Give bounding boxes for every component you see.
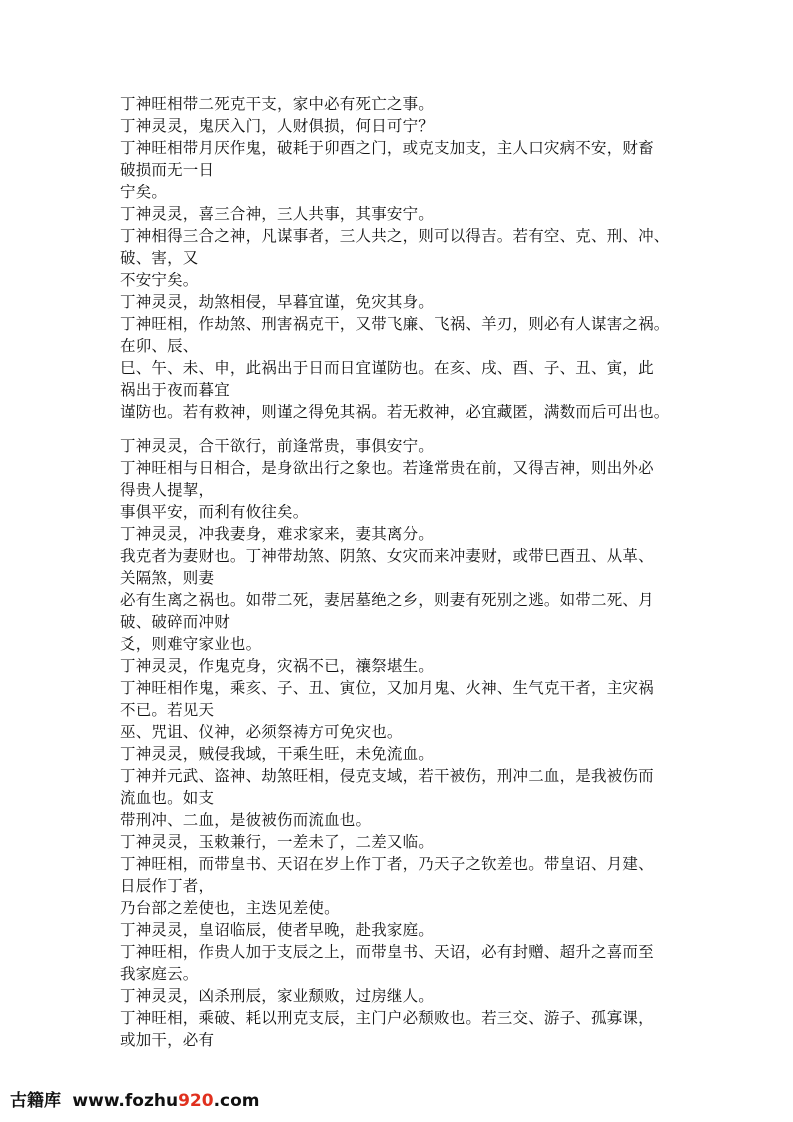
text-line: 关隔煞，则妻	[120, 569, 215, 587]
text-line: 丁神灵灵，合干欲行，前逢常贵，事俱安宁。	[120, 437, 435, 455]
text-line: 丁神灵灵，贼侵我域，干乘生旺，未免流血。	[120, 745, 435, 763]
text-line: 不安宁矣。	[120, 271, 199, 289]
text-line: 丁神旺相带二死克干支，家中必有死亡之事。	[120, 95, 435, 113]
text-line: 流血也。如支	[120, 789, 215, 807]
text-line: 丁神旺相与日相合，是身欲出行之象也。若逢常贵在前，又得吉神，则出外必	[120, 459, 654, 477]
text-line: 破损而无一日	[120, 161, 215, 179]
text-line: 必有生离之祸也。如带二死，妻居墓绝之乡，则妻有死别之逃。如带二死、月	[120, 591, 654, 609]
text-line: 丁神灵灵，凶杀刑辰，家业颓败，过房继人。	[120, 987, 435, 1005]
paragraph-gap	[120, 423, 680, 435]
text-line: 日辰作丁者，	[120, 877, 215, 895]
text-line: 丁神旺相带月厌作鬼，破耗于卯酉之门，或克支加支，主人口灾病不安，财畜	[120, 139, 654, 157]
text-line: 爻，则难守家业也。	[120, 635, 262, 653]
text-line: 丁神旺相，作贵人加于支辰之上，而带皇书、天诏，必有封赠、超升之喜而至	[120, 943, 654, 961]
footer-site-link[interactable]	[72, 1091, 259, 1111]
text-line: 丁神旺相，而带皇书、天诏在岁上作丁者，乃天子之钦差也。带皇诏、月建、	[120, 855, 654, 873]
text-line: 或加干，必有	[120, 1031, 215, 1049]
footer-site-prefix: www.fozhu	[72, 1091, 179, 1111]
text-line: 带刑冲、二血，是彼被伤而流血也。	[120, 811, 372, 829]
text-line: 破、破碎而冲财	[120, 613, 230, 631]
footer-site-number: 920	[178, 1091, 214, 1111]
text-line: 丁神并元武、盗神、劫煞旺相，侵克支域，若干被伤，刑冲二血，是我被伤而	[120, 767, 654, 785]
text-line: 事俱平安，而利有攸往矣。	[120, 503, 309, 521]
text-line: 丁神灵灵，劫煞相侵，早暮宜谨，免灾其身。	[120, 293, 435, 311]
text-line: 得贵人提挈，	[120, 481, 215, 499]
text-line: 丁神相得三合之神，凡谋事者，三人共之，则可以得吉。若有空、克、刑、冲、	[120, 227, 670, 245]
footer-site-suffix: .com	[213, 1091, 260, 1111]
text-line: 宁矣。	[120, 183, 168, 201]
site-footer	[10, 1089, 260, 1113]
text-line: 丁神旺相，乘破、耗以刑克支辰，主门户必颓败也。若三交、游子、孤寡课，	[120, 1009, 654, 1027]
text-line: 谨防也。若有救神，则谨之得免其祸。若无救神，必宜藏匿，满数而后可出也。	[120, 403, 670, 421]
text-line: 乃台部之差使也，主迭见差使。	[120, 899, 340, 917]
text-line: 巳、午、未、申，此祸出于日而日宜谨防也。在亥、戌、酉、子、丑、寅，此	[120, 359, 654, 377]
text-line: 丁神灵灵，鬼厌入门，人财俱损，何日可宁？	[120, 117, 435, 135]
text-line: 丁神旺相作鬼，乘亥、子、丑、寅位，又加月鬼、火神、生气克干者，主灾祸	[120, 679, 654, 697]
text-line: 祸出于夜而暮宜	[120, 381, 230, 399]
footer-brand: 古籍库	[10, 1091, 61, 1111]
text-line: 在卯、辰、	[120, 337, 199, 355]
text-line: 丁神灵灵，冲我妻身，难求家来，妻其离分。	[120, 525, 435, 543]
text-line: 丁神灵灵，玉敕兼行，一差未了，二差又临。	[120, 833, 435, 851]
text-line: 不已。若见天	[120, 701, 215, 719]
text-line: 破、害，又	[120, 249, 199, 267]
text-line: 丁神旺相，作劫煞、刑害祸克干，又带飞廉、飞祸、羊刃，则必有人谋害之祸。	[120, 315, 670, 333]
text-line: 我克者为妻财也。丁神带劫煞、阴煞、女灾而来冲妻财，或带巳酉丑、从革、	[120, 547, 654, 565]
text-line: 丁神灵灵，喜三合神，三人共事，其事安宁。	[120, 205, 435, 223]
document-body	[120, 93, 680, 1051]
text-line: 巫、咒诅、仪神，必须祭祷方可免灾也。	[120, 723, 403, 741]
text-line: 我家庭云。	[120, 965, 199, 983]
text-line: 丁神灵灵，作鬼克身，灾祸不已，禳祭堪生。	[120, 657, 435, 675]
text-line: 丁神灵灵，皇诏临辰，使者早晚，赴我家庭。	[120, 921, 435, 939]
